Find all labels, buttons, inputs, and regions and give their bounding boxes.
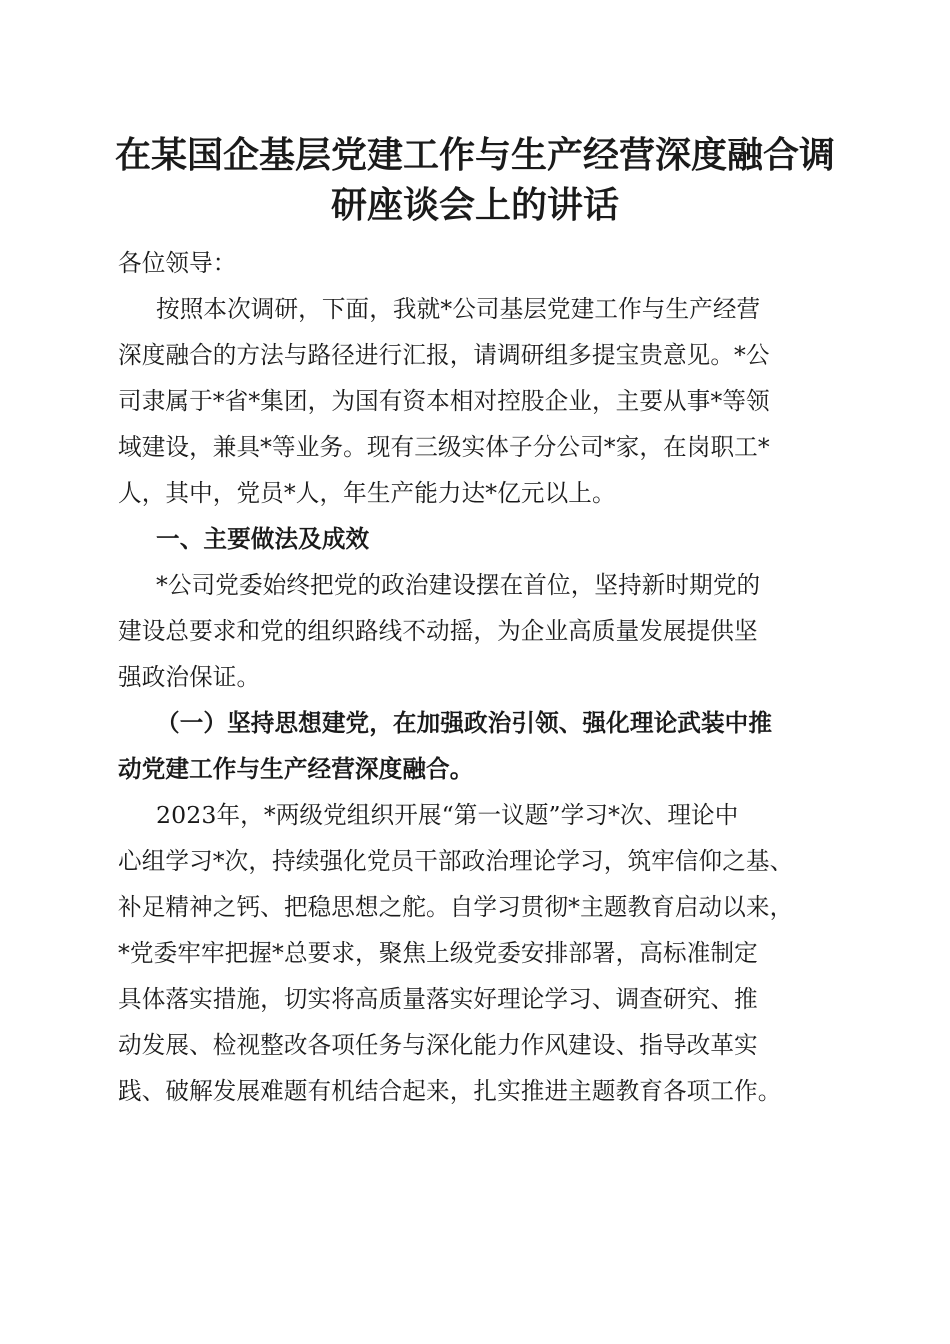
paragraph-line: 补足精神之钙、把稳思想之舵。自学习贯彻*主题教育启动以来， bbox=[118, 893, 794, 921]
paragraph-line: 践、破解发展难题有机结合起来，扎实推进主题教育各项工作。 bbox=[118, 1077, 782, 1105]
paragraph-line: 司隶属于*省*集团，为国有资本相对控股企业，主要从事*等领 bbox=[118, 387, 770, 415]
subsection-heading: 动党建工作与生产经营深度融合。 bbox=[118, 755, 474, 783]
paragraph-line: 具体落实措施，切实将高质量落实好理论学习、调查研究、推 bbox=[118, 985, 758, 1013]
section-heading: 一、主要做法及成效 bbox=[156, 525, 370, 553]
paragraph-line: 2023年，*两级党组织开展“第一议题”学习*次、理论中 bbox=[156, 801, 739, 829]
title-line: 研座谈会上的讲话 bbox=[330, 184, 619, 226]
paragraph-line: *党委牢牢把握*总要求，聚焦上级党委安排部署，高标准制定 bbox=[118, 939, 758, 967]
salutation: 各位领导： bbox=[118, 249, 237, 277]
title-line: 在某国企基层党建工作与生产经营深度融合调 bbox=[114, 134, 835, 176]
paragraph-line: 强政治保证。 bbox=[118, 663, 261, 691]
paragraph-line: 域建设，兼具*等业务。现有三级实体子分公司*家，在岗职工* bbox=[118, 433, 770, 461]
paragraph-line: 建设总要求和党的组织路线不动摇，为企业高质量发展提供坚 bbox=[118, 617, 758, 645]
paragraph-line: 人，其中，党员*人，年生产能力达*亿元以上。 bbox=[118, 479, 616, 507]
document-title bbox=[100, 130, 850, 230]
subsection-heading: （一）坚持思想建党，在加强政治引领、强化理论武装中推 bbox=[156, 709, 773, 737]
paragraph-line: 深度融合的方法与路径进行汇报，请调研组多提宝贵意见。*公 bbox=[118, 341, 770, 369]
paragraph-line: 动发展、检视整改各项任务与深化能力作风建设、指导改革实 bbox=[118, 1031, 758, 1059]
paragraph-line: *公司党委始终把党的政治建设摆在首位，坚持新时期党的 bbox=[156, 571, 761, 599]
paragraph-line: 心组学习*次，持续强化党员干部政治理论学习，筑牢信仰之基、 bbox=[118, 847, 794, 875]
paragraph-line: 按照本次调研，下面，我就*公司基层党建工作与生产经营 bbox=[156, 295, 761, 323]
document-body bbox=[118, 240, 834, 1114]
